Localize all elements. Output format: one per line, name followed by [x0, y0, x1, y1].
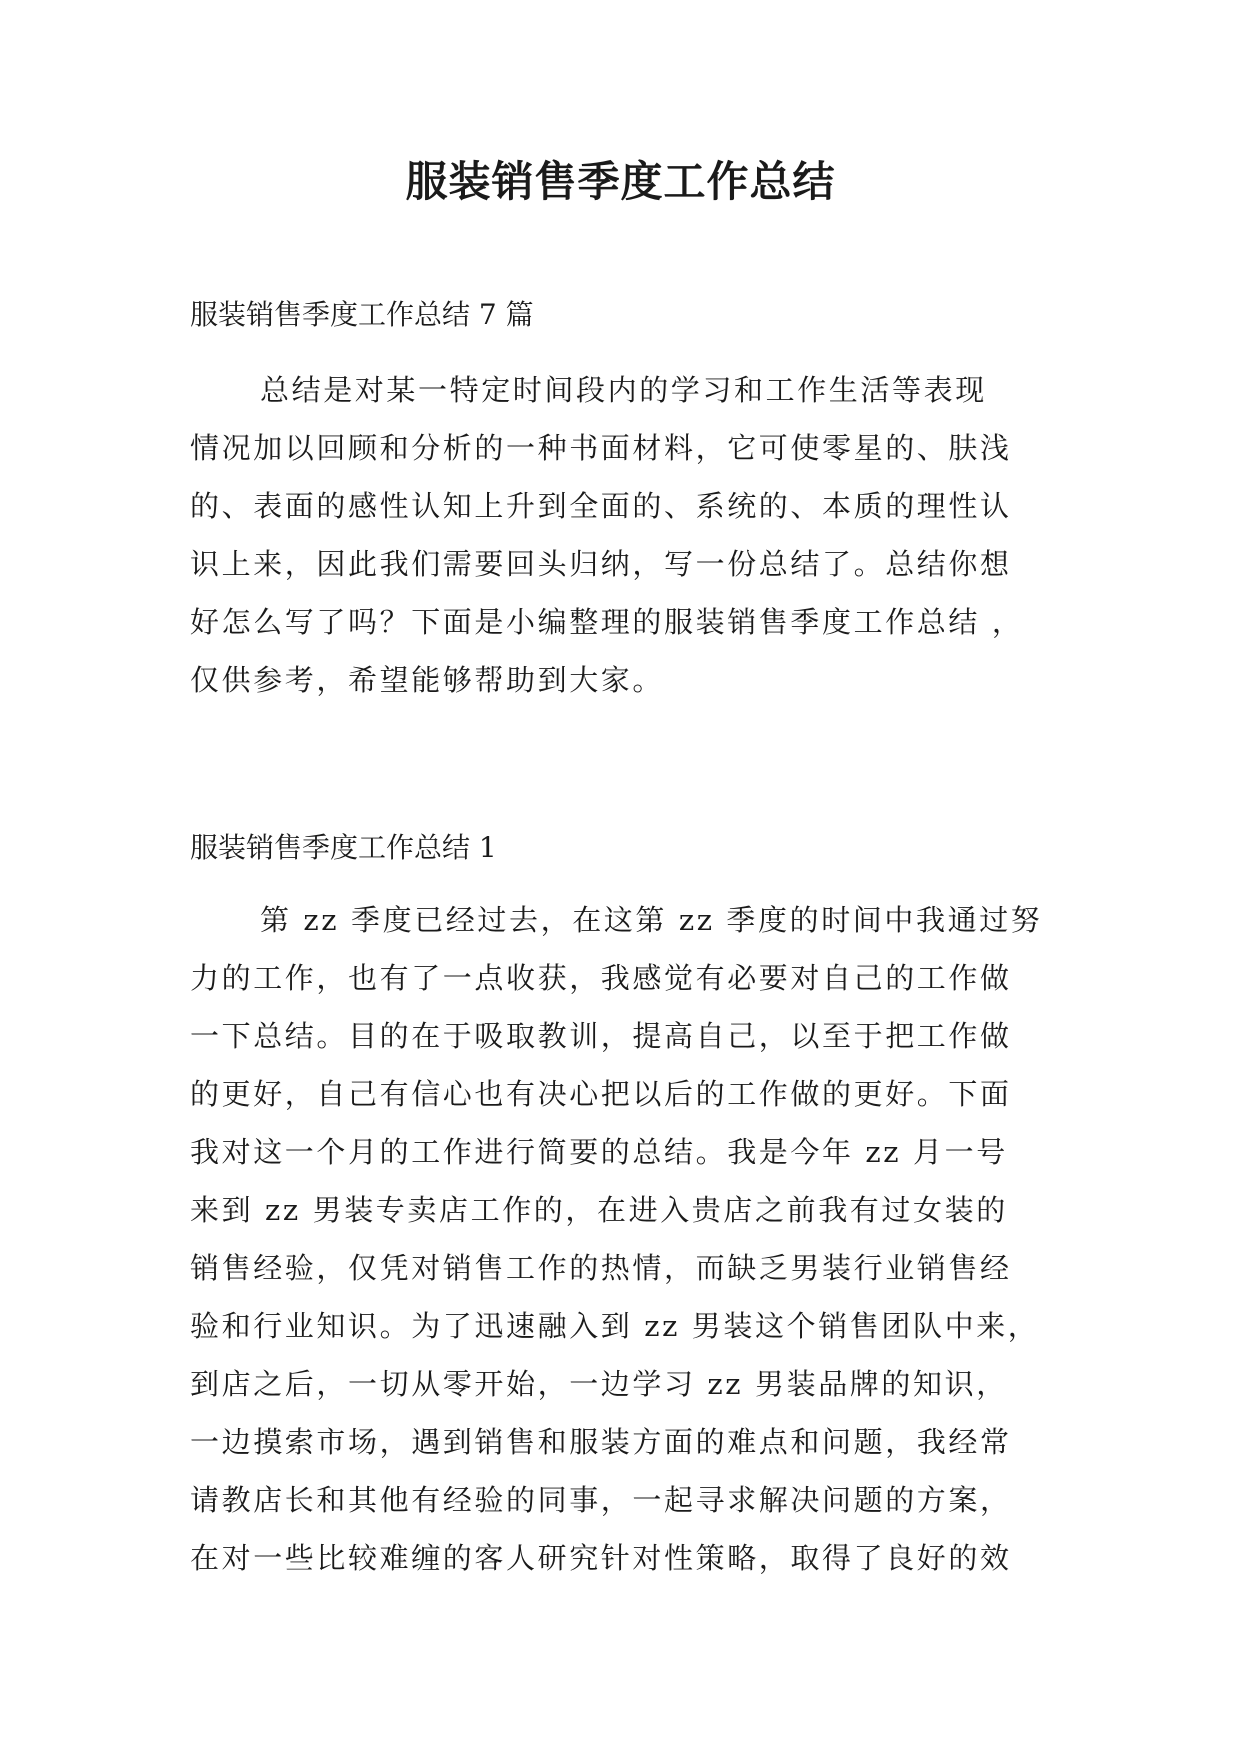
section-heading: 服装销售季度工作总结 1 [190, 831, 497, 864]
body-line: 力的工作，也有了一点收获，我感觉有必要对自己的工作做 [190, 961, 1012, 995]
intro-line: 总结是对某一特定时间段内的学习和工作生活等表现 [260, 373, 987, 407]
body-line: 到店之后，一切从零开始，一边学习 zz 男装品牌的知识， [190, 1367, 1008, 1401]
body-line: 在对一些比较难缠的客人研究针对性策略，取得了良好的效 [190, 1541, 1012, 1575]
intro-line: 的、表面的感性认知上升到全面的、系统的、本质的理性认 [190, 489, 1012, 523]
body-line: 请教店长和其他有经验的同事，一起寻求解决问题的方案， [190, 1483, 1012, 1517]
intro-line: 情况加以回顾和分析的一种书面材料，它可使零星的、肤浅 [190, 431, 1012, 465]
intro-line: 好怎么写了吗？下面是小编整理的服装销售季度工作总结 ， [190, 605, 1024, 639]
body-line: 的更好，自己有信心也有决心把以后的工作做的更好。下面 [190, 1077, 1012, 1111]
document-title: 服装销售季度工作总结 [405, 157, 836, 206]
intro-line: 仅供参考，希望能够帮助到大家。 [190, 663, 665, 697]
body-line: 销售经验，仅凭对销售工作的热情，而缺乏男装行业销售经 [190, 1251, 1012, 1285]
body-line: 我对这一个月的工作进行简要的总结。我是今年 zz 月一号 [190, 1135, 1008, 1169]
body-line: 第 zz 季度已经过去，在这第 zz 季度的时间中我通过努 [260, 903, 1043, 937]
body-line: 来到 zz 男装专卖店工作的，在进入贵店之前我有过女装的 [190, 1193, 1008, 1227]
body-line: 验和行业知识。为了迅速融入到 zz 男装这个销售团队中来， [190, 1309, 1040, 1343]
body-line: 一边摸索市场，遇到销售和服装方面的难点和问题，我经常 [190, 1425, 1012, 1459]
document-subtitle: 服装销售季度工作总结 7 篇 [190, 298, 534, 331]
body-line: 一下总结。目的在于吸取教训，提高自己，以至于把工作做 [190, 1019, 1012, 1053]
intro-line: 识上来，因此我们需要回头归纳，写一份总结了。总结你想 [190, 547, 1012, 581]
